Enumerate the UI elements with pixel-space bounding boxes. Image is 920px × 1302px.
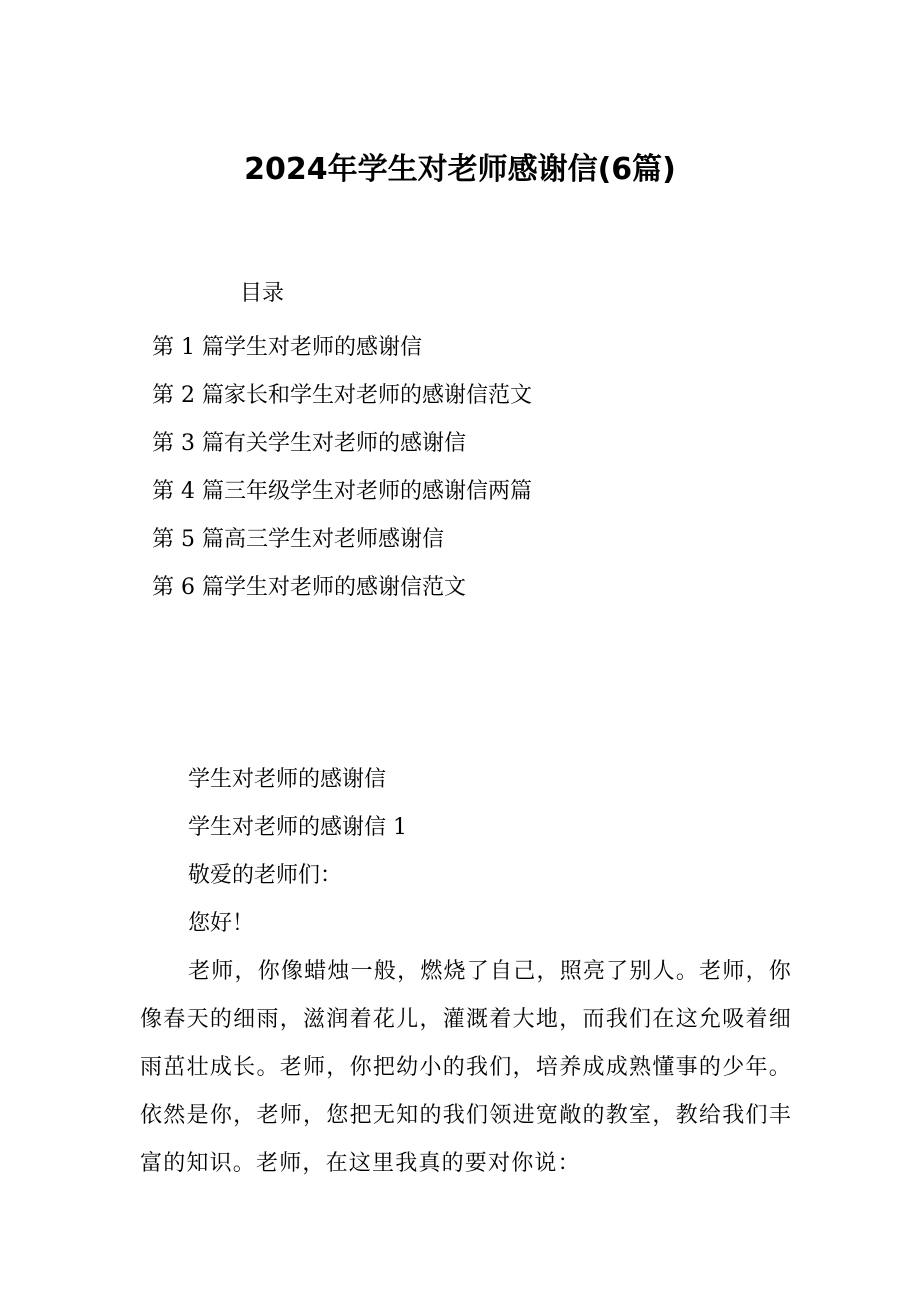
letter-subtitle: 学生对老师的感谢信 1	[188, 815, 407, 840]
letter-paragraph: 老师，你像蜡烛一般，燃烧了自己，照亮了别人。老师，你像春天的细雨，滋润着花儿，灌溉着大地，而我们在这允吸着细雨茁壮成长。老师，你把幼小的我们，培养成成熟懂事的少年。依然是你，老师，您把无知的我们领进宽敞的教室，教给我们丰富的知识。老师，在这里我真的要对你说：	[140, 959, 792, 1176]
document-title: 2024年学生对老师感谢信(6篇)	[244, 152, 676, 187]
letter-greeting: 您好！	[188, 911, 255, 936]
toc-heading: 目录	[240, 281, 285, 306]
letter-body	[140, 756, 792, 1188]
toc-item-6[interactable]: 第 6 篇学生对老师的感谢信范文	[152, 575, 466, 600]
section-title: 学生对老师的感谢信	[188, 767, 387, 792]
table-of-contents	[152, 324, 532, 612]
toc-item-3[interactable]: 第 3 篇有关学生对老师的感谢信	[152, 431, 466, 456]
toc-item-4[interactable]: 第 4 篇三年级学生对老师的感谢信两篇	[152, 479, 532, 504]
toc-item-5[interactable]: 第 5 篇高三学生对老师感谢信	[152, 527, 444, 552]
letter-salutation: 敬爱的老师们：	[188, 863, 343, 888]
toc-item-1[interactable]: 第 1 篇学生对老师的感谢信	[152, 335, 422, 360]
toc-item-2[interactable]: 第 2 篇家长和学生对老师的感谢信范文	[152, 383, 532, 408]
